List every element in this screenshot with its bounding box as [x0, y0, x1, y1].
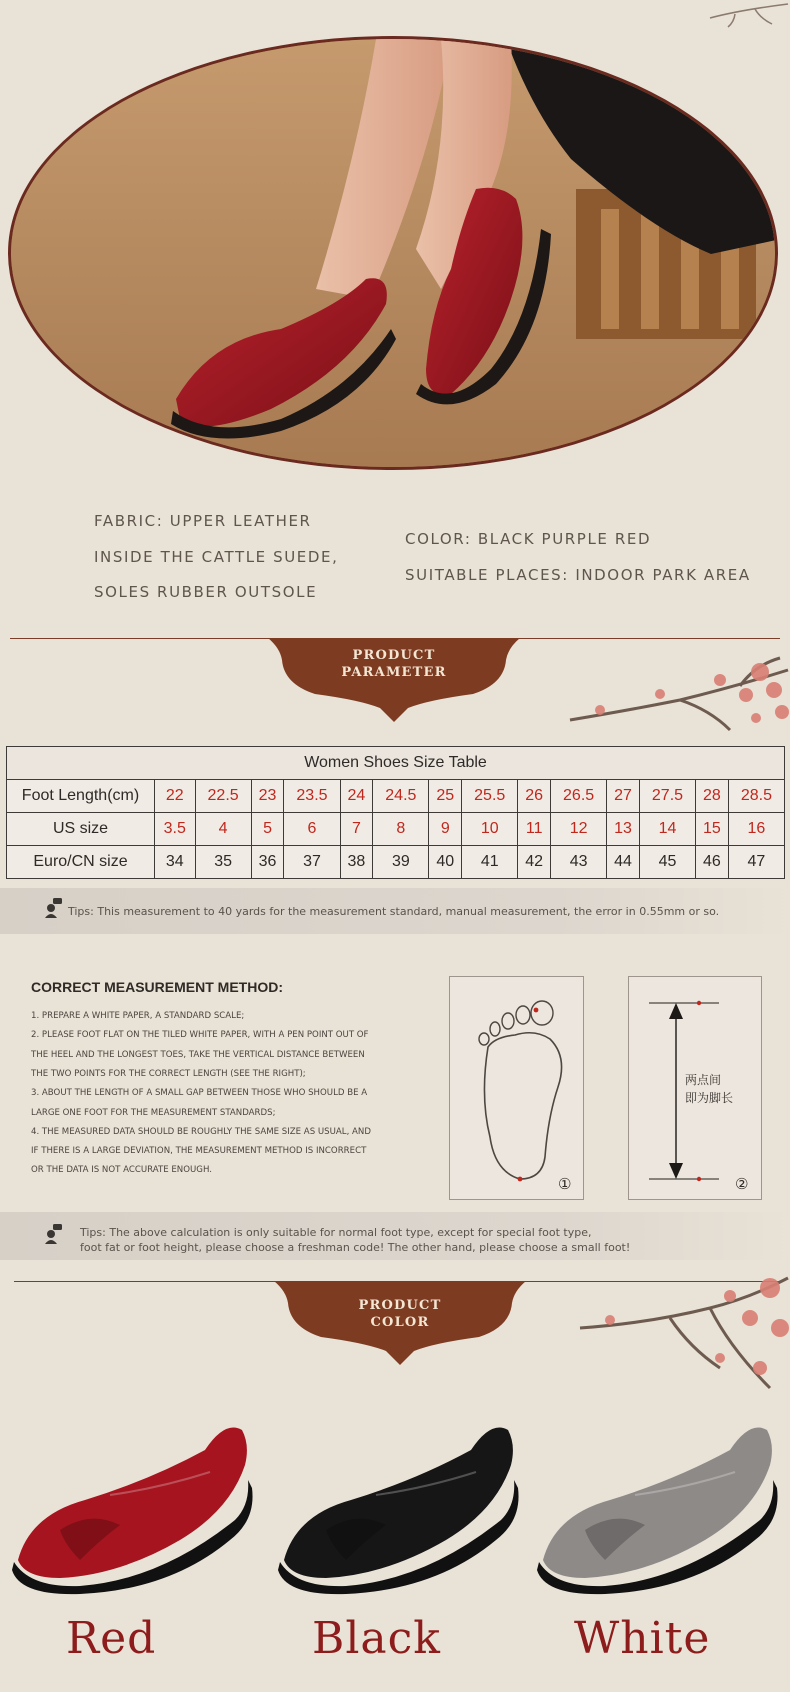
size-row-label: Euro/CN size	[7, 846, 155, 879]
shoe-variant-white	[535, 1410, 780, 1595]
size-cell: 41	[462, 846, 518, 879]
branch-decoration-top	[700, 0, 790, 30]
measurement-line: THE HEEL AND THE LONGEST TOES, TAKE THE VERTICAL DISTANCE BETWEEN	[31, 1049, 365, 1060]
size-cell: 28	[696, 780, 729, 813]
size-cell: 6	[284, 813, 340, 846]
size-cell: 39	[373, 846, 429, 879]
size-cell: 9	[429, 813, 462, 846]
color-label-white: White	[574, 1613, 711, 1664]
size-row-label: US size	[7, 813, 155, 846]
size-row	[7, 846, 785, 879]
measurement-line: 4. THE MEASURED DATA SHOULD BE ROUGHLY THE SAME SIZE AS USUAL, AND	[31, 1126, 371, 1137]
badge-color-line1: PRODUCT	[358, 1298, 442, 1313]
size-cell: 28.5	[728, 780, 784, 813]
measurement-title: CORRECT MEASUREMENT METHOD:	[31, 979, 283, 995]
size-cell: 11	[518, 813, 551, 846]
badge-parameter-line1: PRODUCT	[352, 648, 436, 663]
measurement-line: THE TWO POINTS FOR THE CORRECT LENGTH (SEE THE RIGHT);	[31, 1068, 306, 1079]
size-cell: 26.5	[551, 780, 607, 813]
size-cell: 25	[429, 780, 462, 813]
size-cell: 22	[155, 780, 196, 813]
measurement-line: 3. ABOUT THE LENGTH OF A SMALL GAP BETWEEN THOSE WHO SHOULD BE A	[31, 1088, 368, 1099]
foot-diagram-box	[449, 976, 584, 1200]
size-row	[7, 813, 785, 846]
tip-text-2-line2: foot fat or foot height, please choose a freshman code! The other hand, please choose a small foot!	[80, 1241, 631, 1254]
measurement-line: OR THE DATA IS NOT ACCURATE ENOUGH.	[31, 1165, 212, 1176]
size-cell: 13	[607, 813, 640, 846]
size-cell: 25.5	[462, 780, 518, 813]
size-cell: 27	[607, 780, 640, 813]
fabric-line-1: FABRIC: UPPER LEATHER	[94, 512, 312, 530]
fabric-line-3: SOLES RUBBER OUTSOLE	[94, 583, 318, 601]
size-cell: 15	[696, 813, 729, 846]
size-row	[7, 780, 785, 813]
diagram-1-number: ①	[558, 1175, 572, 1193]
speech-tip-icon-1	[40, 896, 64, 918]
size-cell: 46	[696, 846, 729, 879]
size-cell: 43	[551, 846, 607, 879]
tip-text-2-line1: Tips: The above calculation is only suitable for normal foot type, except for special foot type,	[80, 1226, 592, 1239]
measurement-line: LARGE ONE FOOT FOR THE MEASUREMENT STANDARDS;	[31, 1107, 276, 1118]
badge-parameter-line2: PARAMETER	[341, 665, 447, 680]
places-line: SUITABLE PLACES: INDOOR PARK AREA	[405, 566, 751, 584]
fabric-line-2: INSIDE THE CATTLE SUEDE,	[94, 548, 339, 566]
measurement-line: IF THERE IS A LARGE DEVIATION, THE MEASUREMENT METHOD IS INCORRECT	[31, 1146, 367, 1157]
size-cell: 47	[728, 846, 784, 879]
size-cell: 44	[607, 846, 640, 879]
size-cell: 16	[728, 813, 784, 846]
measurement-line: 1. PREPARE A WHITE PAPER, A STANDARD SCALE;	[31, 1011, 245, 1021]
foot-outline-icon	[450, 977, 583, 1199]
color-line: COLOR: BLACK PURPLE RED	[405, 530, 652, 548]
size-cell: 12	[551, 813, 607, 846]
size-cell: 14	[639, 813, 695, 846]
size-cell: 38	[340, 846, 373, 879]
size-table-title: Women Shoes Size Table	[7, 747, 785, 780]
size-cell: 8	[373, 813, 429, 846]
size-cell: 34	[155, 846, 196, 879]
size-cell: 4	[195, 813, 251, 846]
size-cell: 24.5	[373, 780, 429, 813]
badge-color-line2: COLOR	[370, 1315, 430, 1330]
size-cell: 26	[518, 780, 551, 813]
length-diagram-box	[628, 976, 762, 1200]
size-cell: 23.5	[284, 780, 340, 813]
hero-product-photo	[8, 36, 778, 470]
size-cell: 23	[251, 780, 284, 813]
tip-text-1: Tips: This measurement to 40 yards for the measurement standard, manual measurement, the error in 0.55mm or so.	[68, 905, 720, 918]
size-cell: 45	[639, 846, 695, 879]
size-cell: 37	[284, 846, 340, 879]
size-cell: 24	[340, 780, 373, 813]
diagram-2-caption: 两点间 即为脚长	[685, 1073, 734, 1105]
color-label-black: Black	[312, 1613, 441, 1664]
speech-tip-icon-2	[40, 1222, 64, 1244]
blossom-decoration-parameter	[560, 650, 790, 745]
size-cell: 40	[429, 846, 462, 879]
size-cell: 10	[462, 813, 518, 846]
size-table	[6, 746, 785, 879]
size-cell: 3.5	[155, 813, 196, 846]
size-cell: 35	[195, 846, 251, 879]
size-cell: 5	[251, 813, 284, 846]
shoe-variant-black	[276, 1410, 521, 1595]
blossom-decoration-color	[570, 1268, 790, 1408]
size-cell: 42	[518, 846, 551, 879]
size-cell: 27.5	[639, 780, 695, 813]
diagram-2-number: ②	[735, 1175, 749, 1193]
size-cell: 22.5	[195, 780, 251, 813]
shoe-variant-red	[10, 1410, 255, 1595]
size-cell: 7	[340, 813, 373, 846]
size-row-label: Foot Length(cm)	[7, 780, 155, 813]
color-label-red: Red	[66, 1613, 157, 1664]
size-cell: 36	[251, 846, 284, 879]
measurement-line: 2. PLEASE FOOT FLAT ON THE TILED WHITE PAPER, WITH A PEN POINT OUT OF	[31, 1030, 369, 1041]
